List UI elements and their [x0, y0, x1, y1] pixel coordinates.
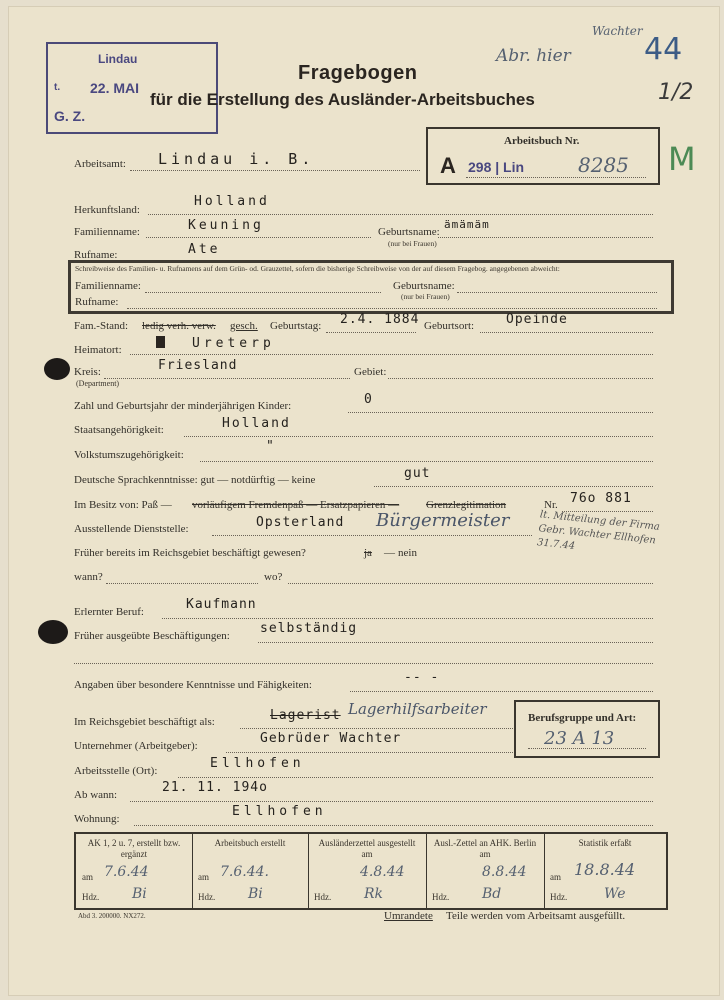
arbeitsbuch-prefix: A: [440, 153, 456, 178]
heimatort-label: Heimatort:: [74, 344, 122, 356]
cell-date: 8.8.44: [482, 864, 527, 880]
nein-option: nein: [398, 547, 417, 559]
kenntnisse-value: -- -: [404, 670, 440, 685]
fam-stand-label: Fam.-Stand:: [74, 320, 129, 332]
ink-blot: [44, 358, 70, 380]
frueher-label: Früher bereits im Reichsgebiet beschäftigt gewesen?: [74, 547, 306, 559]
arbeitsamt-label: Arbeitsamt:: [74, 158, 126, 170]
fam-stand-options: ledig verh. verw.: [142, 320, 216, 332]
cell-date: 7.6.44: [104, 864, 149, 880]
alt-geburtsname-label: Geburtsname:: [393, 280, 455, 292]
arbeitsamt-value: Lindau i. B.: [158, 150, 315, 168]
alt-familienname-label: Familienname:: [75, 280, 141, 292]
cell-date: 7.6.44.: [220, 864, 269, 880]
ab-wann-value: 21. 11. 194o: [162, 780, 268, 795]
unternehmer-label: Unternehmer (Arbeitgeber):: [74, 740, 198, 752]
cell-title: Arbeitsbuch erstellt: [214, 838, 286, 848]
nr-label: Nr.: [544, 499, 558, 511]
berufsgruppe-box: [514, 700, 660, 758]
arbeitsbuch-stamp: 298 | Lin: [468, 159, 525, 175]
frueher-besch-label: Früher ausgeübte Beschäftigungen:: [74, 630, 230, 642]
wohnung-label: Wohnung:: [74, 813, 120, 825]
form-subtitle: für die Erstellung des Ausländer-Arbeitsbuches: [150, 90, 535, 109]
staatsang-value: Holland: [222, 416, 291, 431]
cell-title: Statistik erfaßt: [578, 838, 632, 848]
geburtsort-value: Opeinde: [506, 312, 568, 327]
form-code: Abd 3. 200000. NX272.: [78, 912, 146, 920]
fam-stand-value: gesch.: [230, 320, 258, 332]
alt-nur-frauen-note: (nur bei Frauen): [401, 292, 450, 301]
besitz-grenz: Grenzlegitimation: [426, 499, 507, 511]
sprache-label: Deutsche Sprachkenntnisse: gut — notdürftig — keine: [74, 474, 316, 486]
frueher-besch-value: selbständig: [260, 621, 358, 636]
unternehmer-value: Gebrüder Wachter: [260, 731, 402, 746]
alternate-name-note: Schreibweise des Familien- u. Rufnamens auf dem Grün- od. Grauzettel, sofern die bisherige Schreibweise von der auf diesem Fragebog. angegebenen abweicht:: [75, 264, 560, 273]
geburtsname-value: ämämäm: [444, 218, 490, 231]
table-cell: Ausländerzettel ausgestellt am 4.8.44 Hdz. Rk: [308, 834, 427, 908]
overstrike-mark: [156, 336, 165, 348]
cell-title: Ausländerzettel ausgestellt am: [318, 838, 416, 859]
receipt-stamp-prefix: t.: [54, 82, 61, 93]
rufname-value: Ate: [188, 242, 221, 257]
geburtsort-label: Geburtsort:: [424, 320, 475, 332]
cell-initials: Bi: [248, 886, 263, 902]
ja-option: ja: [364, 547, 372, 559]
berufsgruppe-value: 23 A 13: [544, 728, 615, 749]
footer-note: Teile werden vom Arbeitsamt ausgefüllt.: [446, 910, 626, 922]
questionnaire-page: Lindau t. 22. MAI G. Z. Fragebogen für die Erstellung des Ausländer-Arbeitsbuches Abr. hier Wachter 44 1/2 M Arbeitsbuch Nr. A 298 | Lin 8285 Arbeitsamt: Lindau i. B. Herkunftsland: Holland Familienname: Keuning Geburtsname: (nur bei Frauen) ämämäm Rufname: Ate Schreibweise des Familien- u. Rufnamens auf dem Grün- od. Grauzettel, sofern die bisherige Schreibweise von der auf diesem Fragebog. angegebenen abweicht: Familienname: Geburtsname: (nur bei Frauen) Rufname: Fam.-Stand: ledig verh. verw. gesch. Geburtstag: 2.4. 1884 Geburtsort: Opeinde Heimatort: Ureterp Kreis: (Department) Friesland Gebiet: Zahl und Geburtsjahr der minderjährigen Kinder: 0 Staatsangehörigkeit: Holland Volkstumszugehörigkeit: " Deutsche Sprachkenntnisse: gut — notdürftig — keine gut Im Besitz von: Paß — vorläufigem Fremdenpaß — Ersatzpapieren — Grenzlegitimation Nr. 76o 881 Ausstellende Dienststelle: Opsterland Bürgermeister lt. Mitteilung der Firma Gebr. Wachter Ellhofen 31.7.44 Früher bereits im Reichsgebiet beschäftigt gewesen? ja — nein wann? wo? Erlernter Beruf: Kaufmann Früher ausgeübte Beschäftigungen: selbständig Angaben über besondere Kenntnisse und Fähigkeiten: -- - Im Reichsgebiet beschäftigt als: Lagerist Lagerhilfsarbeiter Unternehmer (Arbeitgeber): Gebrüder Wachter Arbeitsstelle (Ort): Ellhofen Ab wann: 21. 11. 194o Wohnung: Ellhofen Berufsgruppe und Art: 23 A 13 AK 1, 2 u. 7, erstellt bzw. ergänzt am 7.6.44 Hdz. Bi Arbeitsbuch erstellt am 7.6.44. Hdz. Bi Ausländerzettel ausgestellt am 4.8.44 Hdz. Rk Ausl.-Zettel an AHK. Berlin am 8.8.44 Hdz. Bd Statistik erfaßt am 18.8.44 Hdz. We Abd 3. 200000. NX272. Umrandete Teile werden vom Arbeitsamt ausgefüllt.: [8, 6, 720, 996]
ab-wann-label: Ab wann:: [74, 789, 118, 801]
cell-date: 4.8.44: [360, 864, 405, 880]
kreis-value: Friesland: [158, 358, 238, 373]
besitz-label: Im Besitz von: Paß —: [74, 499, 172, 511]
table-cell: AK 1, 2 u. 7, erstellt bzw. ergänzt am 7.6.44 Hdz. Bi: [76, 834, 193, 908]
kreis-label: Kreis:: [74, 366, 101, 378]
volkstum-value: ": [266, 439, 275, 454]
herkunftsland-label: Herkunftsland:: [74, 204, 140, 216]
receipt-stamp-code: G. Z.: [54, 108, 86, 124]
beschaeftigt-value: Lagerist: [270, 708, 341, 723]
staatsang-label: Staatsangehörigkeit:: [74, 424, 164, 436]
ausstellende-value: Opsterland: [256, 515, 345, 530]
arbeitsstelle-value: Ellhofen: [210, 756, 305, 771]
alt-rufname-label: Rufname:: [75, 296, 119, 308]
cell-initials: Bd: [482, 886, 502, 902]
kinder-value: 0: [364, 392, 373, 407]
table-cell: Arbeitsbuch erstellt am 7.6.44. Hdz. Bi: [192, 834, 309, 908]
geburtsname-label: Geburtsname:: [378, 226, 440, 238]
geburtstag-value: 2.4. 1884: [340, 312, 420, 327]
receipt-stamp: [46, 42, 218, 134]
beschaeftigt-label: Im Reichsgebiet beschäftigt als:: [74, 716, 215, 728]
office-use-table: [74, 832, 668, 910]
ausstellende-label: Ausstellende Dienststelle:: [74, 523, 189, 535]
footer-note-underlined: Umrandete: [384, 910, 433, 922]
wohnung-value: Ellhofen: [232, 804, 327, 819]
alternate-name-box: [68, 260, 674, 314]
fraction-mark: 1/2: [658, 80, 694, 105]
kenntnisse-label: Angaben über besondere Kenntnisse und Fähigkeiten:: [74, 679, 312, 691]
heimatort-value: Ureterp: [192, 336, 275, 351]
berufsgruppe-label: Berufsgruppe und Art:: [528, 712, 637, 724]
wann-label: wann?: [74, 571, 103, 583]
cell-title: AK 1, 2 u. 7, erstellt bzw. ergänzt: [87, 838, 181, 859]
geburtstag-label: Geburtstag:: [270, 320, 322, 332]
sprache-value: gut: [404, 466, 431, 481]
kinder-label: Zahl und Geburtsjahr der minderjährigen Kinder:: [74, 400, 292, 412]
arbeitsbuch-number: 8285: [578, 153, 629, 177]
arbeitsbuch-label: Arbeitsbuch Nr.: [504, 135, 580, 147]
corner-name: Wachter: [592, 24, 643, 38]
volkstum-label: Volkstumszugehörigkeit:: [74, 449, 184, 461]
departement-label: (Department): [76, 379, 120, 388]
nur-frauen-note: (nur bei Frauen): [388, 239, 437, 248]
ausstellende-note: lt. Mitteilung der Firma Gebr. Wachter Ellhofen 31.7.44: [536, 509, 661, 553]
page-number: 44: [644, 32, 683, 67]
beruf-value: Kaufmann: [186, 597, 257, 612]
table-cell: Statistik erfaßt am 18.8.44 Hdz. We: [544, 834, 666, 908]
letter-mark: M: [668, 140, 696, 178]
gebiet-label: Gebiet:: [354, 366, 387, 378]
cell-initials: Bi: [132, 886, 147, 902]
familienname-label: Familienname:: [74, 226, 140, 238]
cell-initials: We: [604, 886, 626, 902]
arbeitsbuch-box: [426, 127, 660, 185]
cell-initials: Rk: [364, 886, 384, 902]
wo-label: wo?: [264, 571, 283, 583]
cell-date: 18.8.44: [574, 860, 636, 879]
receipt-stamp-date: 22. MAI: [90, 80, 140, 96]
rufname-label: Rufname:: [74, 249, 118, 261]
ausstellende-hand: Bürgermeister: [376, 510, 510, 531]
familienname-value: Keuning: [188, 218, 264, 233]
table-cell: Ausl.-Zettel an AHK. Berlin am 8.8.44 Hdz. Bd: [426, 834, 545, 908]
ink-blot: [38, 620, 68, 644]
herkunftsland-value: Holland: [194, 194, 270, 209]
cell-title: Ausl.-Zettel an AHK. Berlin am: [433, 838, 537, 859]
arbeitsstelle-label: Arbeitsstelle (Ort):: [74, 765, 158, 777]
beruf-label: Erlernter Beruf:: [74, 606, 144, 618]
nr-value: 76o 881: [570, 491, 632, 506]
form-title: Fragebogen: [298, 62, 418, 84]
corner-note: Abr. hier: [496, 46, 571, 66]
beschaeftigt-hand: Lagerhilfsarbeiter: [348, 700, 487, 718]
besitz-struck-options: vorläufigem Fremdenpaß — Ersatzpapieren —: [192, 499, 400, 511]
receipt-stamp-place: Lindau: [98, 52, 138, 66]
